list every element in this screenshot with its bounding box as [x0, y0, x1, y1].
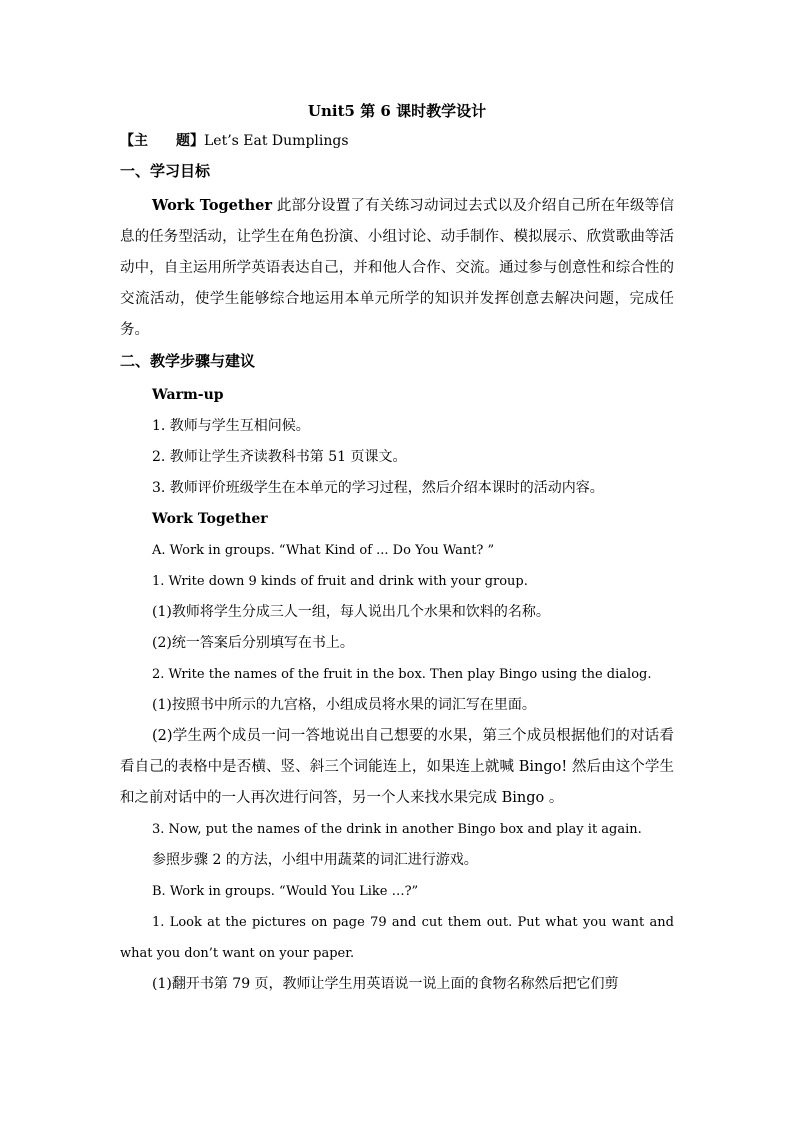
- objectives-lead: Work Together: [152, 197, 272, 214]
- step-a1: 1. Write down 9 kinds of fruit and drink with your group.: [152, 574, 528, 589]
- step-a1-2: (2)统一答案后分别填写在书上。: [152, 635, 354, 651]
- document-page: [120, 100, 674, 1000]
- step-a2-1: (1)按照书中所示的九宫格，小组成员将水果的词汇写在里面。: [152, 697, 536, 713]
- step-a2-2: (2)学生两个成员一问一答地说出自己想要的水果，第三个成员根据他们的对话看看自己的表格中是否横、竖、斜三个词能连上，如果连上就喊 Bingo! 然后由这个学生和之前对话中的一人再次进行问答，另一个人来找水果完成 Bingo 。: [120, 728, 674, 806]
- warmup-item: 2. 教师让学生齐读教科书第 51 页课文。: [152, 449, 407, 465]
- step-b1: 1. Look at the pictures on page 79 and cut them out. Put what you want and what you don’t want on your paper.: [120, 915, 674, 961]
- topic-label: 【主 题】: [120, 133, 204, 149]
- topic-value: Let’s Eat Dumplings: [204, 133, 349, 149]
- step-a2: 2. Write the names of the fruit in the box. Then play Bingo using the dialog.: [152, 667, 652, 682]
- part-b-heading: B. Work in groups. “Would You Like …?”: [152, 884, 419, 899]
- step-a1-1: (1)教师将学生分成三人一组，每人说出几个水果和饮料的名称。: [152, 604, 550, 620]
- warmup-item: 3. 教师评价班级学生在本单元的学习过程，然后介绍本课时的活动内容。: [152, 480, 604, 496]
- step-b1-1: (1)翻开书第 79 页，教师让学生用英语说一说上面的食物名称然后把它们剪: [152, 976, 619, 992]
- step-a3: 3. Now, put the names of the drink in another Bingo box and play it again.: [152, 822, 642, 837]
- objectives-body: 此部分设置了有关练习动词过去式以及介绍自己所在年级等信息的任务型活动，让学生在角色扮演、小组讨论、动手制作、模拟展示、欣赏歌曲等活动中，自主运用所学英语表达自己，并和他人合作、交流。通过参与创意性和综合性的交流活动，使学生能够综合地运用本单元所学的知识并发挥创意去解决问题，完成任务。: [120, 198, 674, 338]
- objectives-paragraph: [120, 190, 674, 346]
- work-together-label: Work Together: [152, 511, 268, 527]
- part-a-heading: A. Work in groups. “What Kind of ... Do You Want? ”: [152, 543, 495, 558]
- section-heading-objectives: 一、学习目标: [120, 162, 211, 180]
- topic-line: [120, 130, 674, 152]
- section-heading-steps: 二、教学步骤与建议: [120, 352, 256, 370]
- step-a3-1: 参照步骤 2 的方法，小组中用蔬菜的词汇进行游戏。: [152, 852, 478, 868]
- warmup-label: Warm-up: [152, 387, 224, 403]
- warmup-item: 1. 教师与学生互相问候。: [152, 418, 310, 434]
- page-title: Unit5 第 6 课时教学设计: [307, 102, 487, 120]
